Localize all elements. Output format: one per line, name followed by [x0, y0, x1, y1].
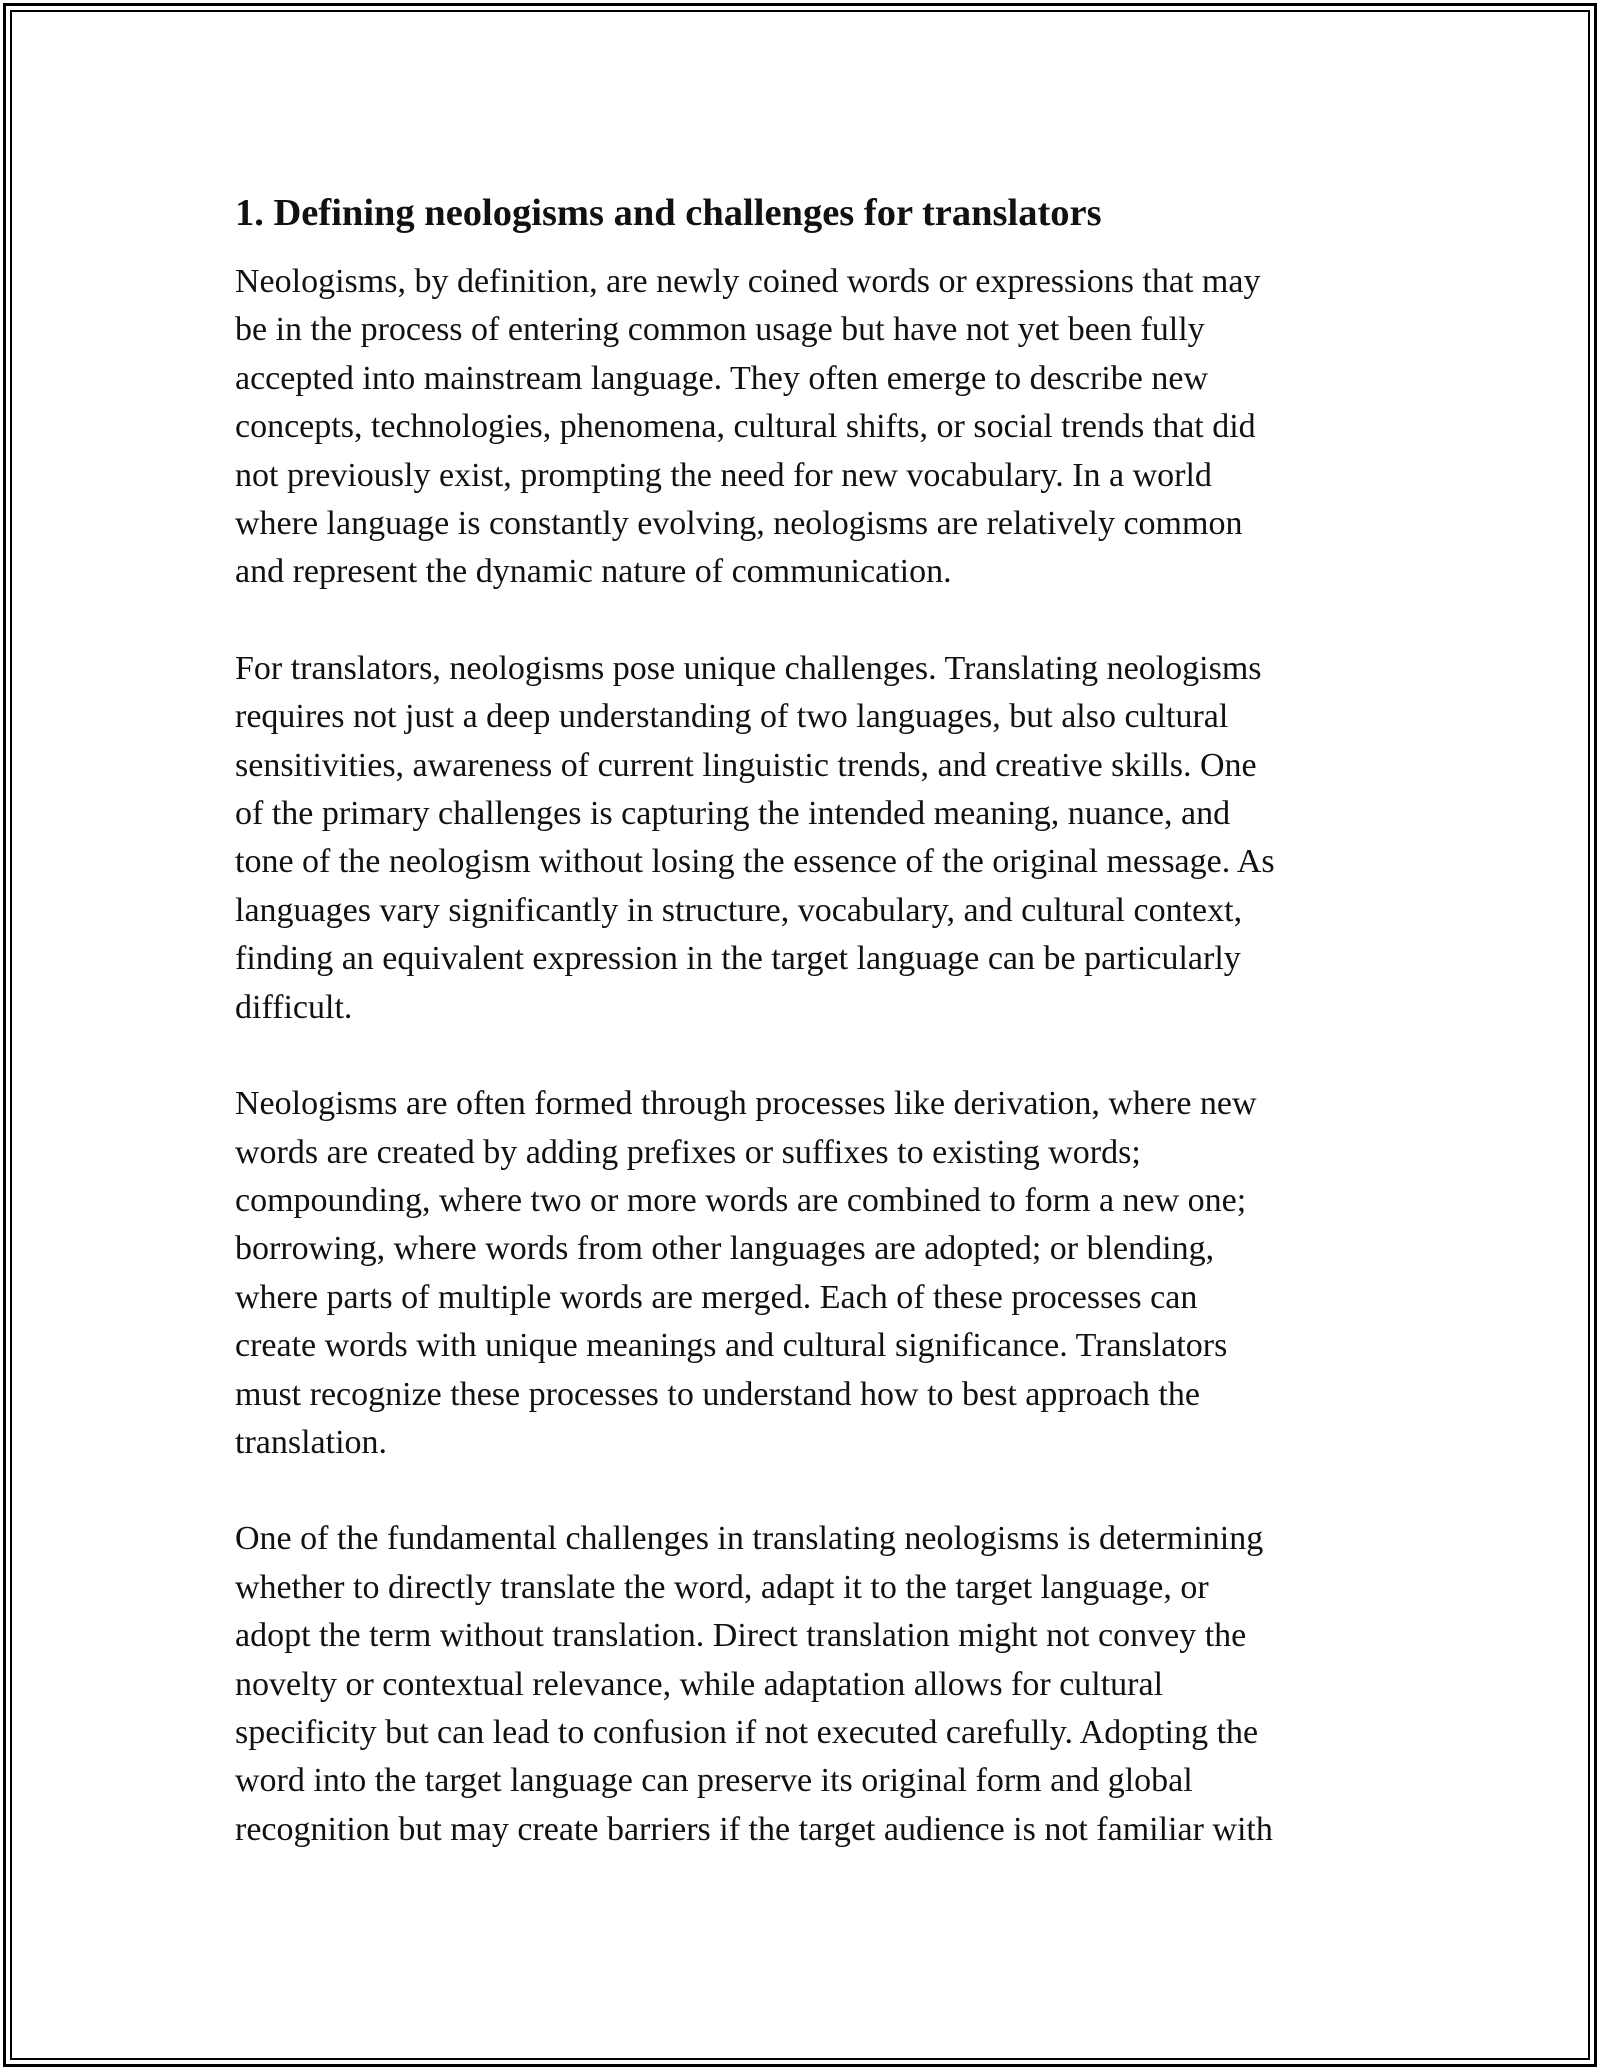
paragraph-translation-strategies: One of the fundamental challenges in translating neologisms is determining whether to directly translate the word, adapt it to the target language, or adopt the term without translation. Direct translation might not convey the novelty or contextual relevance, while adaptation allows for cultural specificity but can lead to confusion if not executed carefully. Adopting the word into the target language can preserve its original form and global recognition but may create barriers if the target audience is not familiar with	[235, 1520, 1273, 1848]
document-body	[235, 184, 1375, 1902]
paragraph-definition: Neologisms, by definition, are newly coined words or expressions that may be in the process of entering common usage but have not yet been fully accepted into mainstream language. They often emerge to describe new concepts, technologies, phenomena, cultural shifts, or social trends that did not previously exist, prompting the need for new vocabulary. In a world where language is constantly evolving, neologisms are relatively common and represent the dynamic nature of communication.	[235, 263, 1261, 591]
paragraph-challenges: For translators, neologisms pose unique challenges. Translating neologisms requires not just a deep understanding of two languages, but also cultural sensitivities, awareness of current linguistic trends, and creative skills. One of the primary challenges is capturing the intended meaning, nuance, and tone of the neologism without losing the essence of the original message. As languages vary significantly in structure, vocabulary, and cultural context, finding an equivalent expression in the target language can be particularly difficult.	[235, 649, 1275, 1026]
section-heading: 1. Defining neologisms and challenges for translators	[235, 192, 1102, 234]
paragraph-formation-processes: Neologisms are often formed through processes like derivation, where new words are created by adding prefixes or suffixes to existing words; compounding, where two or more words are combined to form a new one; borrowing, where words from other languages are adopted; or blending, where parts of multiple words are merged. Each of these processes can create words with unique meanings and cultural significance. Translators must recognize these processes to understand how to best approach the translation.	[235, 1085, 1257, 1461]
